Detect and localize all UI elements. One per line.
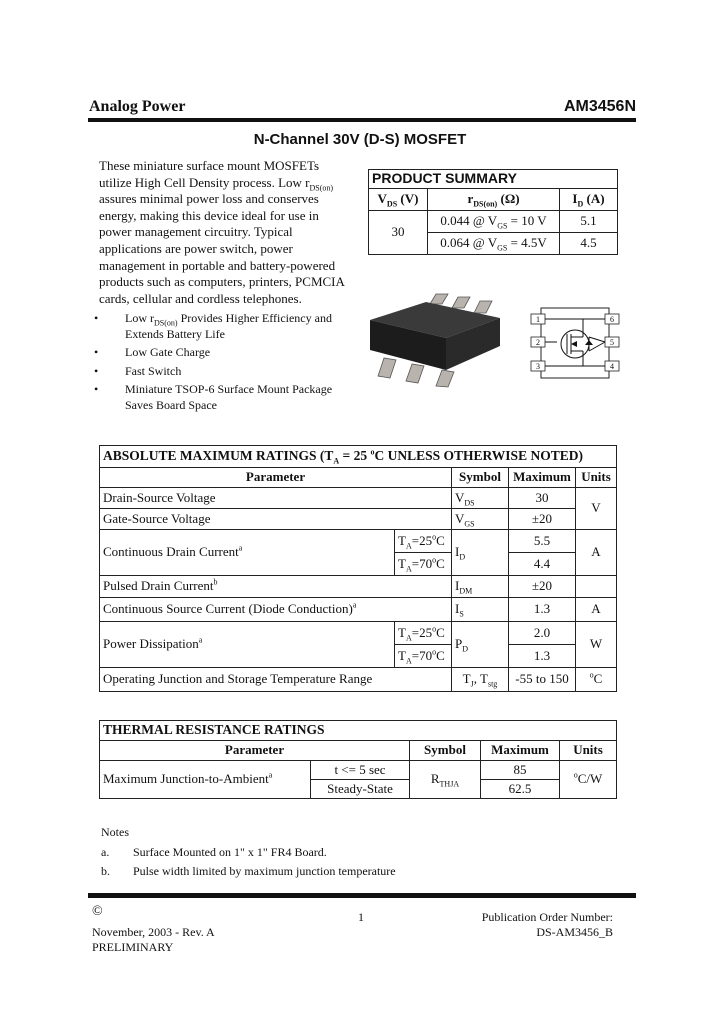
part-number: AM3456N [563,98,636,115]
amr-pd-cond-70: $T_A=70^oC$ [395,645,452,668]
thermal-unit: $^o$C/W [560,761,617,799]
pin-6-label: 6 [610,315,614,324]
amr-is-label: Continuous Source Current (Diode Conduction)$^a$ [100,598,452,622]
amr-header-parameter: Parameter [100,468,452,488]
page-number: 1 [358,910,364,924]
summary-header-vds: $V_{DS}$ (V) [369,189,428,211]
amr-tj-max: -55 to 150 [509,668,576,692]
product-summary-table [368,169,618,255]
summary-vds-value: 30 [369,211,428,255]
pin-3-label: 3 [536,362,540,371]
amr-idm-symbol: $I_{DM}$ [452,576,509,598]
feature-item: • Low $r_{DS(on)}$ Provides Higher Efficiency and Extends Battery Life [92,311,352,342]
thermal-header-units: Units [560,741,617,761]
thermal-max-steady: 62.5 [481,780,560,799]
note-b-text: Pulse width limited by maximum junction temperature [133,864,396,878]
summary-header-rdson: $r_{DS(on)}$ (Ω) [428,189,560,211]
feature-list [92,311,352,416]
amr-header-symbol: Symbol [452,468,509,488]
footer-rule [88,893,636,898]
publication-order-number: DS-AM3456_B [536,925,613,939]
amr-vds-max: 30 [509,488,576,509]
thermal-cond-5sec: t <= 5 sec [311,761,410,780]
amr-header-maximum: Maximum [509,468,576,488]
amr-vgs-label: Gate-Source Voltage [100,509,452,530]
header-rule [88,118,636,122]
company-name: Analog Power [89,98,186,115]
amr-pd-label: Power Dissipation$^a$ [100,622,395,668]
publication-order-label: Publication Order Number: [481,910,613,924]
amr-is-unit: A [576,598,617,622]
note-b-key: b. [101,864,110,878]
feature-item: • Low Gate Charge [92,345,352,361]
thermal-max-5sec: 85 [481,761,560,780]
amr-id-cond-70: $T_A=70^oC$ [395,553,452,576]
note-a-key: a. [101,845,110,859]
summary-rdson-1: 0.044 @ $V_{GS} = 10$ V [428,211,560,233]
notes-title: Notes [101,825,129,839]
pin-1-label: 1 [536,315,540,324]
amr-header-units: Units [576,468,617,488]
amr-title: ABSOLUTE MAXIMUM RATINGS ($T_A = 25$ $^o$C UNLESS OTHERWISE NOTED) [100,446,617,468]
feature-item: • Fast Switch [92,364,352,380]
summary-id-2: 4.5 [560,233,618,255]
pin-5-label: 5 [610,338,614,347]
amr-vds-label: Drain-Source Voltage [100,488,452,509]
thermal-symbol: $R_{THJA}$ [410,761,481,799]
amr-id-label: Continuous Drain Current$^a$ [100,530,395,576]
amr-is-max: 1.3 [509,598,576,622]
thermal-resistance-table [99,720,617,799]
amr-id-symbol: $I_D$ [452,530,509,576]
amr-pd-unit: W [576,622,617,668]
pin-4-label: 4 [610,362,614,371]
amr-tj-label: Operating Junction and Storage Temperature Range [100,668,452,692]
thermal-header-symbol: Symbol [410,741,481,761]
amr-voltage-unit: V [576,488,617,530]
pin-2-label: 2 [536,338,540,347]
pinout-diagram [527,304,621,382]
product-summary-title: PRODUCT SUMMARY [369,170,618,189]
summary-id-1: 5.1 [560,211,618,233]
thermal-junction-ambient-label: Maximum Junction-to-Ambient$^a$ [100,761,311,799]
amr-vgs-symbol: $V_{GS}$ [452,509,509,530]
amr-vgs-max: ±20 [509,509,576,530]
notes-section [101,825,396,879]
tsop6-package-image [362,288,512,388]
amr-id-cond-25: $T_A=25^oC$ [395,530,452,553]
thermal-header-parameter: Parameter [100,741,410,761]
summary-header-id: $I_D$ (A) [560,189,618,211]
amr-id-max-25: 5.5 [509,530,576,553]
amr-tj-unit: $^o$C [576,668,617,692]
amr-id-max-70: 4.4 [509,553,576,576]
thermal-header-maximum: Maximum [481,741,560,761]
amr-pd-max-70: 1.3 [509,645,576,668]
note-a-text: Surface Mounted on 1" x 1" FR4 Board. [133,845,327,859]
amr-tj-symbol: $T_J$, $T_{stg}$ [452,668,509,692]
amr-pd-max-25: 2.0 [509,622,576,645]
feature-item: • Miniature TSOP-6 Surface Mount Package Saves Board Space [92,382,352,413]
revision-date: November, 2003 - Rev. A [92,925,215,939]
amr-idm-label: Pulsed Drain Current$^b$ [100,576,452,598]
amr-id-unit: A [576,530,617,576]
amr-vds-symbol: $V_{DS}$ [452,488,509,509]
amr-is-symbol: $I_S$ [452,598,509,622]
summary-rdson-2: 0.064 @ $V_{GS} = 4.5V$ [428,233,560,255]
preliminary-label: PRELIMINARY [92,940,174,954]
copyright-icon: © [92,904,103,919]
thermal-title: THERMAL RESISTANCE RATINGS [100,721,617,741]
intro-paragraph: These miniature surface mount MOSFETs utilize High Cell Density process. Low $r_{DS(on)}$ assures minimal power loss and conserves energy, making this device ideal for use in power management circuitry. Typical applications are power switch, power management in portable and battery-powered products such as computers, printers, PCMCIA cards, cellular and cordless telephones. [99,158,345,306]
absolute-max-ratings-table [99,445,617,692]
amr-pd-symbol: $P_D$ [452,622,509,668]
amr-idm-max: ±20 [509,576,576,598]
amr-pd-cond-25: $T_A=25^oC$ [395,622,452,645]
page-title: N-Channel 30V (D-S) MOSFET [253,131,467,148]
thermal-cond-steady: Steady-State [311,780,410,799]
